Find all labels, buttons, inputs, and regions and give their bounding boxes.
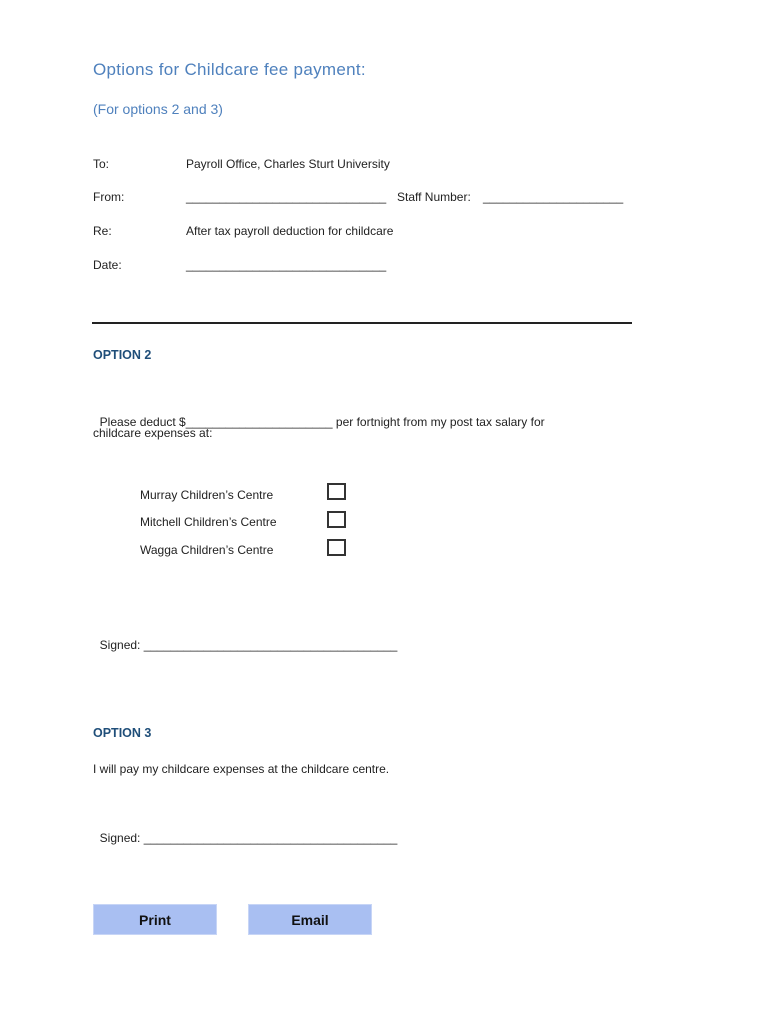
option-3-signed — [93, 817, 397, 845]
section-divider — [92, 322, 632, 324]
date-label: Date: — [93, 258, 122, 272]
checkbox-wagga[interactable] — [327, 539, 346, 556]
print-button[interactable]: Print — [93, 904, 217, 935]
option-2-signed — [93, 624, 397, 652]
page-title: Options for Childcare fee payment: — [93, 60, 366, 79]
from-field[interactable]: ______________________________ — [186, 190, 387, 204]
option-2-signed-label: Signed: — [99, 638, 141, 652]
deduct-sentence — [93, 401, 545, 429]
option-3-heading: OPTION 3 — [93, 726, 152, 740]
centre-label-mitchell: Mitchell Children’s Centre — [140, 515, 277, 529]
to-value: Payroll Office, Charles Sturt University — [186, 157, 390, 171]
checkbox-murray[interactable] — [327, 483, 346, 500]
option-3-signed-label: Signed: — [99, 831, 141, 845]
option-3-signature-field[interactable]: ______________________________________ — [140, 831, 398, 845]
option-3-text: I will pay my childcare expenses at the childcare centre. — [93, 762, 390, 776]
date-field[interactable]: ______________________________ — [186, 258, 387, 272]
page-subtitle: (For options 2 and 3) — [93, 101, 223, 117]
email-button[interactable]: Email — [248, 904, 372, 935]
staff-number-field[interactable]: _____________________ — [483, 190, 624, 204]
to-label: To: — [93, 157, 110, 171]
staff-number-label: Staff Number: — [397, 190, 471, 204]
deduct-sentence-line2: childcare expenses at: — [93, 426, 213, 440]
deduct-suffix: per fortnight from my post tax salary for — [332, 415, 545, 429]
centre-label-wagga: Wagga Children’s Centre — [140, 543, 274, 557]
from-label: From: — [93, 190, 125, 204]
re-value: After tax payroll deduction for childcare — [186, 224, 394, 238]
centre-label-murray: Murray Children’s Centre — [140, 488, 274, 502]
deduct-amount-field[interactable]: ______________________ — [185, 415, 333, 429]
option-2-heading: OPTION 2 — [93, 348, 152, 362]
checkbox-mitchell[interactable] — [327, 511, 346, 528]
option-2-signature-field[interactable]: ______________________________________ — [140, 638, 398, 652]
re-label: Re: — [93, 224, 112, 238]
deduct-prefix: Please deduct $ — [99, 415, 186, 429]
